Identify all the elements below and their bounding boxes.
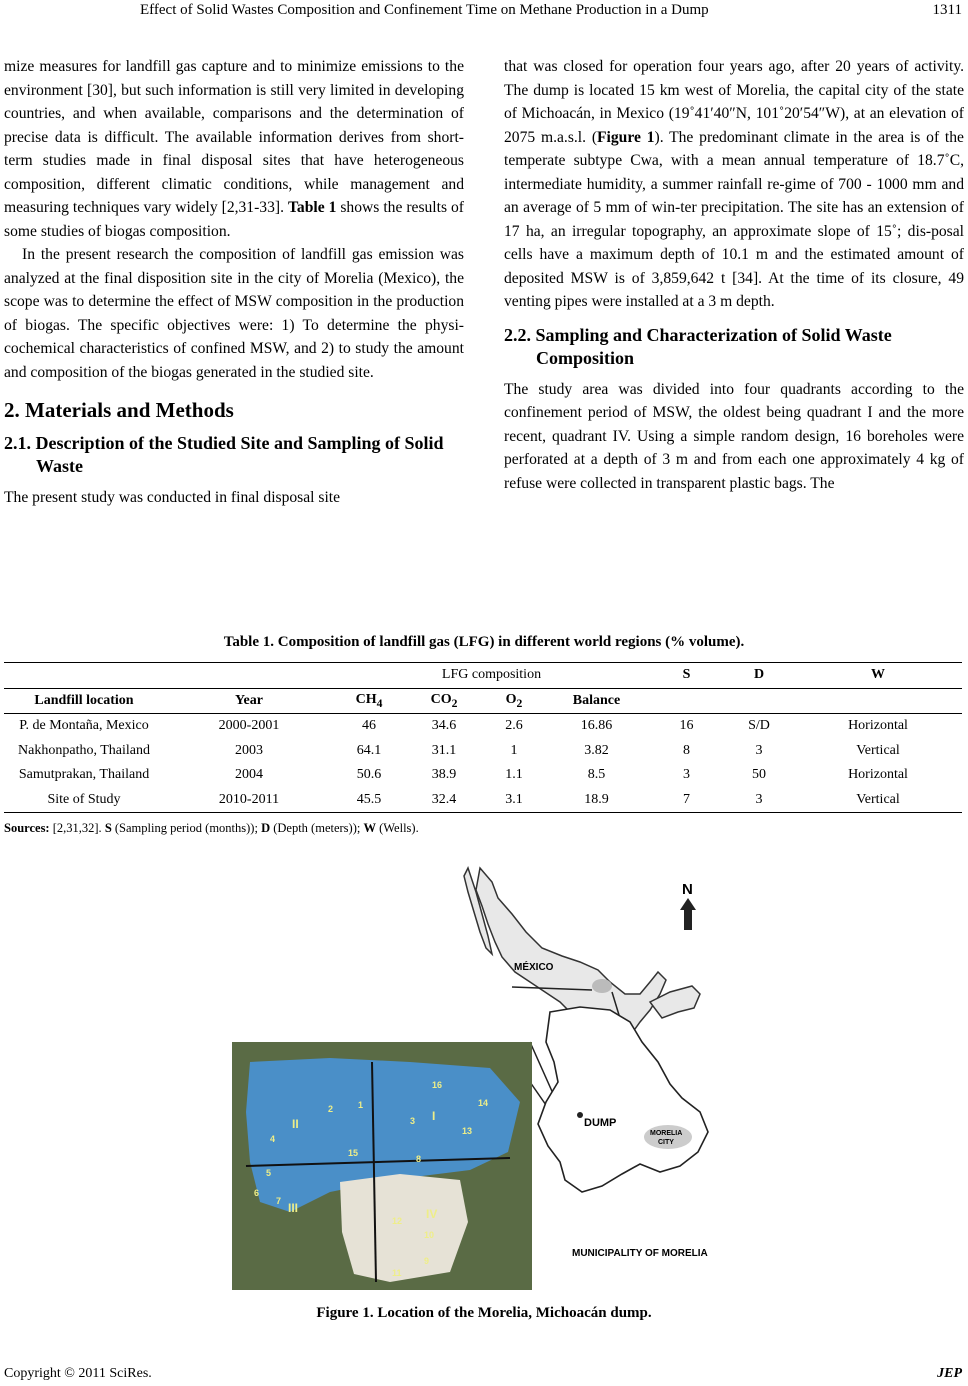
col-header-s: S	[682, 667, 691, 683]
col-header-ch4: $CH_4$	[355, 691, 383, 710]
table-cell: 32.4	[431, 791, 457, 807]
figure-ref[interactable]: Figure 1	[597, 128, 655, 146]
table-caption: Table 1. Composition of landfill gas (LFG) in different world regions (% volume).	[223, 634, 745, 650]
sample-point-label: 15	[348, 1148, 359, 1158]
table-cell: Horizontal	[848, 718, 908, 734]
table-cell: Samutprakan, Thailand	[18, 767, 150, 783]
sample-point-label: 11	[392, 1268, 402, 1278]
table-cell: Nakhonpatho, Thailand	[18, 742, 150, 758]
table-row	[4, 739, 962, 764]
table-cell: 50.6	[356, 767, 382, 783]
page-number: 1311	[932, 2, 962, 18]
table-row	[4, 788, 962, 813]
table-cell: Horizontal	[848, 767, 908, 783]
table-cell: 2.6	[505, 718, 523, 734]
sample-point-label: 2	[328, 1104, 334, 1114]
table-cell: 3	[683, 767, 690, 783]
mexico-label: MÉXICO	[514, 962, 554, 973]
table-cell: Site of Study	[47, 791, 121, 807]
sample-point-label: 14	[478, 1098, 489, 1108]
table-cell: 8	[683, 742, 690, 758]
dump-area-light	[340, 1174, 468, 1282]
north-label: N	[682, 881, 693, 898]
right-column	[504, 55, 964, 495]
table-cell: Vertical	[856, 742, 900, 758]
col-header-location: Landfill location	[34, 692, 134, 708]
sample-point-label: 16	[432, 1080, 443, 1090]
table-cell: 2004	[235, 767, 263, 783]
table-row	[4, 763, 962, 788]
table-cell: S/D	[748, 718, 770, 734]
paragraph: that was closed for operation four years ago, after 20 years of activity. The dump is located 15 km west of Morelia, the capital city of the state of Michoacán, in Mexico (19˚41′40″N, 101˚20′54″W), at an elevation of 2075 m.a.s.l. (Figure 1). The predominant climate in the area is of the temperate subtype Cwa, with a mean annual temperature of 18.7˚C, intermediate humidity, a summer rainfall re-gime of 700 - 1000 mm and an average of 5 mm of win-ter precipitation. The site has an extension of 17 ha, an irregular topography, an approximate slope of 15˚; dis-posal cells have a maximum depth of 10.1 m and the estimated amount of deposited MSW is of 3,859,642 t [34]. At the time of its closure, 49 venting pipes were installed at a 3 m depth.	[504, 58, 964, 310]
city-label-2: CITY	[658, 1139, 674, 1146]
table-cell: 8.5	[587, 767, 606, 783]
table-cell: 2000-2001	[218, 718, 280, 734]
sample-point-label: 13	[462, 1126, 473, 1136]
north-arrow-shaft	[684, 908, 692, 930]
sample-point-label: 7	[276, 1196, 282, 1206]
col-header-year: Year	[235, 692, 263, 708]
table-cell: Vertical	[856, 791, 900, 807]
sample-point-label: 9	[424, 1256, 430, 1266]
table-cell: 3.82	[584, 742, 609, 758]
paragraph: In the present research the composition of landfill gas emission was analyzed at the final disposition site in the city of Morelia (Mexico), the scope was to determine the effect of MSW composition in the production of biogas. The specific objectives were: 1) To determine the physi-cochemical characteristics of confined MSW, and 2) to study the amount and composition of the biogas generated in the studied site.	[4, 246, 464, 381]
table-ref[interactable]: Table 1	[287, 199, 337, 216]
quadrant-label: I	[432, 1109, 436, 1123]
col-header-co2: $CO_2$	[430, 691, 458, 710]
table-cell: 16	[679, 718, 694, 734]
quadrant-label: III	[288, 1201, 299, 1215]
col-header-o2: $O_2$	[505, 691, 523, 710]
sample-point-label: 5	[266, 1168, 272, 1178]
col-header-balance: Balance	[572, 692, 621, 708]
table-cell: 46	[362, 718, 376, 734]
composition-table	[4, 662, 962, 813]
table-cell: 31.1	[431, 742, 457, 758]
table-cell: 64.1	[356, 742, 382, 758]
running-title: Effect of Solid Wastes Composition and Confinement Time on Methane Production in a Dump	[140, 2, 709, 18]
table-cell: 3.1	[505, 791, 523, 807]
table-cell: 50	[752, 767, 766, 783]
figure-caption: Figure 1. Location of the Morelia, Michoacán dump.	[316, 1305, 652, 1321]
subsection-heading: 2.1. Description of the Studied Site and Sampling of Solid Waste	[4, 433, 444, 476]
lfg-group-header: LFG composition	[441, 667, 542, 683]
table-cell: 7	[683, 791, 690, 807]
left-column	[4, 55, 464, 510]
table-cell: 1	[510, 742, 518, 758]
sample-point-label: 6	[254, 1188, 260, 1198]
paragraph: mize measures for landfill gas capture and to minimize emissions to the environment [30], but such information is still very limited in developing countries, and when available, comparisons and the determination of precise data is difficult. The available information derives from short-term studies made in final disposal sites that have heterogeneous composition, different climatic conditions, while management and measuring techniques vary widely [2,31-33]. Table 1 shows the results of some studies of biogas composition.	[4, 58, 464, 240]
paragraph: The present study was conducted in final disposal site	[4, 489, 341, 506]
table-cell: 3	[755, 791, 763, 807]
table-cell: P. de Montaña, Mexico	[19, 718, 149, 734]
dump-label: DUMP	[584, 1117, 617, 1129]
sample-point-label: 8	[416, 1154, 422, 1164]
municipality-label: MUNICIPALITY OF MORELIA	[572, 1248, 708, 1259]
table-cell: 38.9	[431, 767, 457, 783]
paragraph: The study area was divided into four quadrants according to the confinement period of MSW, the oldest being quadrant I and the more recent, quadrant IV. Using a simple random design, 16 boreholes were perforated at a depth of 3 m and from each one approximately 4 kg of refuse were collected in transparent plastic bags. The	[504, 380, 964, 492]
section-heading: 2. Materials and Methods	[4, 398, 234, 422]
sample-point-label: 1	[358, 1100, 364, 1110]
dump-marker	[577, 1112, 583, 1118]
journal-abbrev: JEP	[937, 1366, 962, 1381]
table-cell: 34.6	[431, 718, 457, 734]
table-sources: Sources: [2,31,32]. S (Sampling period (months)); D (Depth (meters)); W (Wells).	[4, 821, 419, 835]
table-cell: 1.1	[505, 767, 523, 783]
sample-point-label: 12	[392, 1216, 403, 1226]
table-cell: 18.9	[584, 791, 609, 807]
table-cell: 2010-2011	[218, 791, 280, 807]
table-cell: 3	[755, 742, 763, 758]
table-cell: 2003	[235, 742, 263, 758]
municipality-outline	[538, 1007, 708, 1192]
sample-point-label: 10	[424, 1230, 435, 1240]
north-arrow-icon	[680, 898, 696, 910]
table-row	[4, 714, 962, 739]
sample-point-label: 4	[270, 1134, 276, 1144]
quadrant-label: II	[292, 1117, 299, 1131]
city-label-1: MORELIA	[650, 1130, 683, 1137]
copyright: Copyright © 2011 SciRes.	[4, 1366, 152, 1381]
table-cell: 45.5	[356, 791, 382, 807]
quadrant-label: IV	[426, 1207, 438, 1221]
table-cell: 16.86	[580, 718, 613, 734]
sample-point-label: 3	[410, 1116, 416, 1126]
michoacan-marker	[592, 979, 612, 993]
subsection-heading: 2.2. Sampling and Characterization of Solid Waste Composition	[504, 324, 892, 368]
col-header-d: D	[753, 667, 765, 683]
location-map-figure	[230, 862, 738, 1292]
col-header-w: W	[871, 667, 885, 683]
